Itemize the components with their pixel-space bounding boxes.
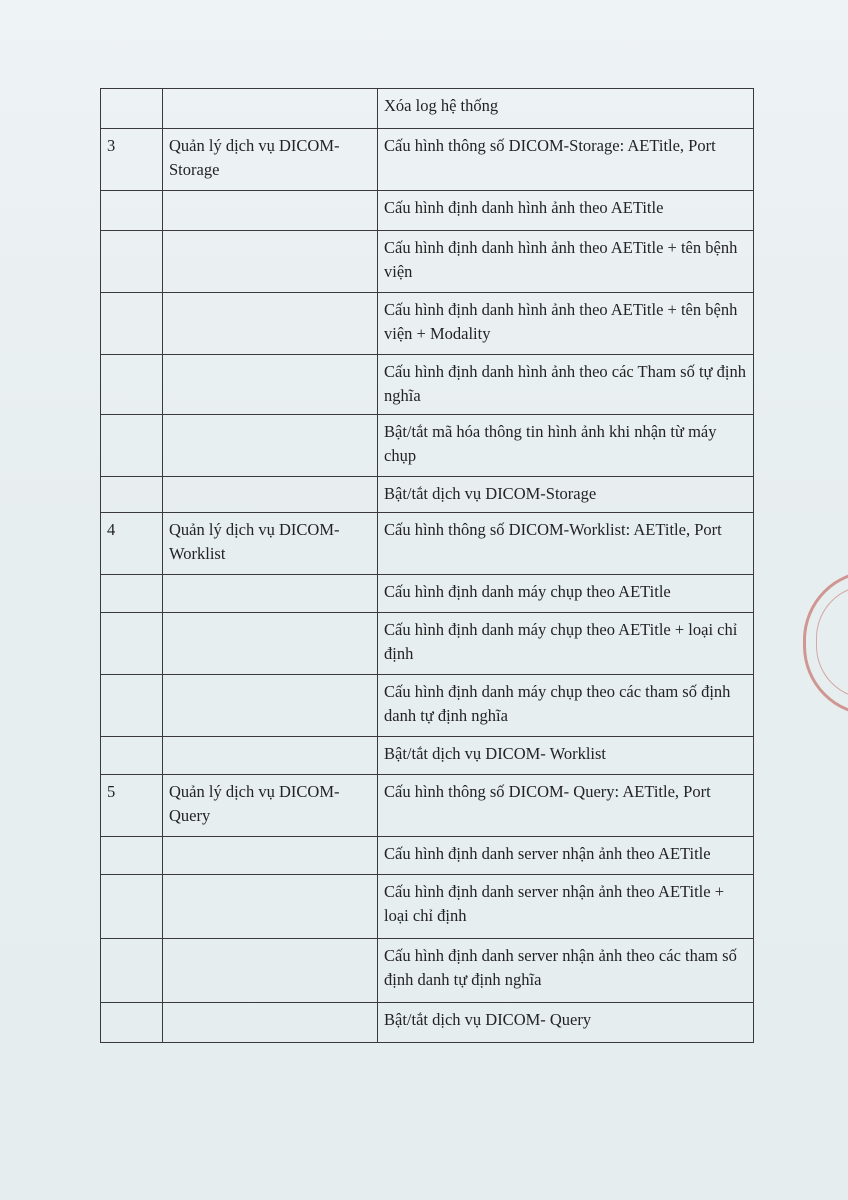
function-cell: Cấu hình thông số DICOM- Query: AETitle, Port xyxy=(378,775,754,837)
service-group-cell: Quản lý dịch vụ DICOM-Query xyxy=(163,775,378,837)
function-cell: Bật/tắt mã hóa thông tin hình ảnh khi nhận từ máy chụp xyxy=(378,415,754,477)
table-row xyxy=(101,513,754,575)
function-cell: Cấu hình định danh hình ảnh theo các Tham số tự định nghĩa xyxy=(378,355,754,415)
service-group-cell xyxy=(163,613,378,675)
function-cell: Cấu hình định danh máy chụp theo AETitle + loại chỉ định xyxy=(378,613,754,675)
function-table-body xyxy=(101,89,754,1043)
table-row xyxy=(101,231,754,293)
table-row xyxy=(101,191,754,231)
service-group-cell: Quản lý dịch vụ DICOM-Worklist xyxy=(163,513,378,575)
row-number-cell xyxy=(101,231,163,293)
table-row xyxy=(101,477,754,513)
service-group-cell xyxy=(163,939,378,1003)
table-row xyxy=(101,737,754,775)
service-group-cell xyxy=(163,293,378,355)
service-group-cell xyxy=(163,89,378,129)
row-number-cell xyxy=(101,477,163,513)
red-seal-stamp xyxy=(803,570,848,716)
service-group-cell: Quản lý dịch vụ DICOM-Storage xyxy=(163,129,378,191)
function-cell: Bật/tắt dịch vụ DICOM-Storage xyxy=(378,477,754,513)
table-row xyxy=(101,875,754,939)
row-number-cell: 3 xyxy=(101,129,163,191)
row-number-cell: 5 xyxy=(101,775,163,837)
row-number-cell xyxy=(101,939,163,1003)
table-row xyxy=(101,293,754,355)
function-cell: Cấu hình thông số DICOM-Worklist: AETitle, Port xyxy=(378,513,754,575)
row-number-cell xyxy=(101,575,163,613)
table-row xyxy=(101,775,754,837)
row-number-cell xyxy=(101,613,163,675)
service-group-cell xyxy=(163,837,378,875)
row-number-cell xyxy=(101,675,163,737)
table-row xyxy=(101,837,754,875)
table-row xyxy=(101,575,754,613)
table-row xyxy=(101,415,754,477)
service-group-cell xyxy=(163,1003,378,1043)
service-group-cell xyxy=(163,191,378,231)
row-number-cell xyxy=(101,737,163,775)
row-number-cell xyxy=(101,1003,163,1043)
table-row xyxy=(101,1003,754,1043)
table-row xyxy=(101,89,754,129)
function-cell: Cấu hình thông số DICOM-Storage: AETitle, Port xyxy=(378,129,754,191)
table-row xyxy=(101,939,754,1003)
function-cell: Cấu hình định danh server nhận ảnh theo AETitle + loại chỉ định xyxy=(378,875,754,939)
function-cell: Cấu hình định danh máy chụp theo AETitle xyxy=(378,575,754,613)
row-number-cell xyxy=(101,293,163,355)
row-number-cell xyxy=(101,355,163,415)
service-group-cell xyxy=(163,575,378,613)
function-cell: Cấu hình định danh máy chụp theo các tham số định danh tự định nghĩa xyxy=(378,675,754,737)
row-number-cell: 4 xyxy=(101,513,163,575)
table-row xyxy=(101,355,754,415)
service-group-cell xyxy=(163,415,378,477)
function-cell: Cấu hình định danh hình ảnh theo AETitle xyxy=(378,191,754,231)
table-row xyxy=(101,129,754,191)
function-cell: Bật/tắt dịch vụ DICOM- Query xyxy=(378,1003,754,1043)
row-number-cell xyxy=(101,875,163,939)
table-row xyxy=(101,613,754,675)
function-cell: Cấu hình định danh hình ảnh theo AETitle + tên bệnh viện + Modality xyxy=(378,293,754,355)
row-number-cell xyxy=(101,89,163,129)
service-group-cell xyxy=(163,875,378,939)
function-cell: Bật/tắt dịch vụ DICOM- Worklist xyxy=(378,737,754,775)
row-number-cell xyxy=(101,191,163,231)
service-group-cell xyxy=(163,737,378,775)
table-row xyxy=(101,675,754,737)
service-group-cell xyxy=(163,355,378,415)
service-group-cell xyxy=(163,231,378,293)
function-cell: Xóa log hệ thống xyxy=(378,89,754,129)
row-number-cell xyxy=(101,837,163,875)
function-cell: Cấu hình định danh hình ảnh theo AETitle + tên bệnh viện xyxy=(378,231,754,293)
service-group-cell xyxy=(163,675,378,737)
service-group-cell xyxy=(163,477,378,513)
row-number-cell xyxy=(101,415,163,477)
function-table xyxy=(100,88,754,1043)
function-cell: Cấu hình định danh server nhận ảnh theo các tham số định danh tự định nghĩa xyxy=(378,939,754,1003)
function-cell: Cấu hình định danh server nhận ảnh theo AETitle xyxy=(378,837,754,875)
